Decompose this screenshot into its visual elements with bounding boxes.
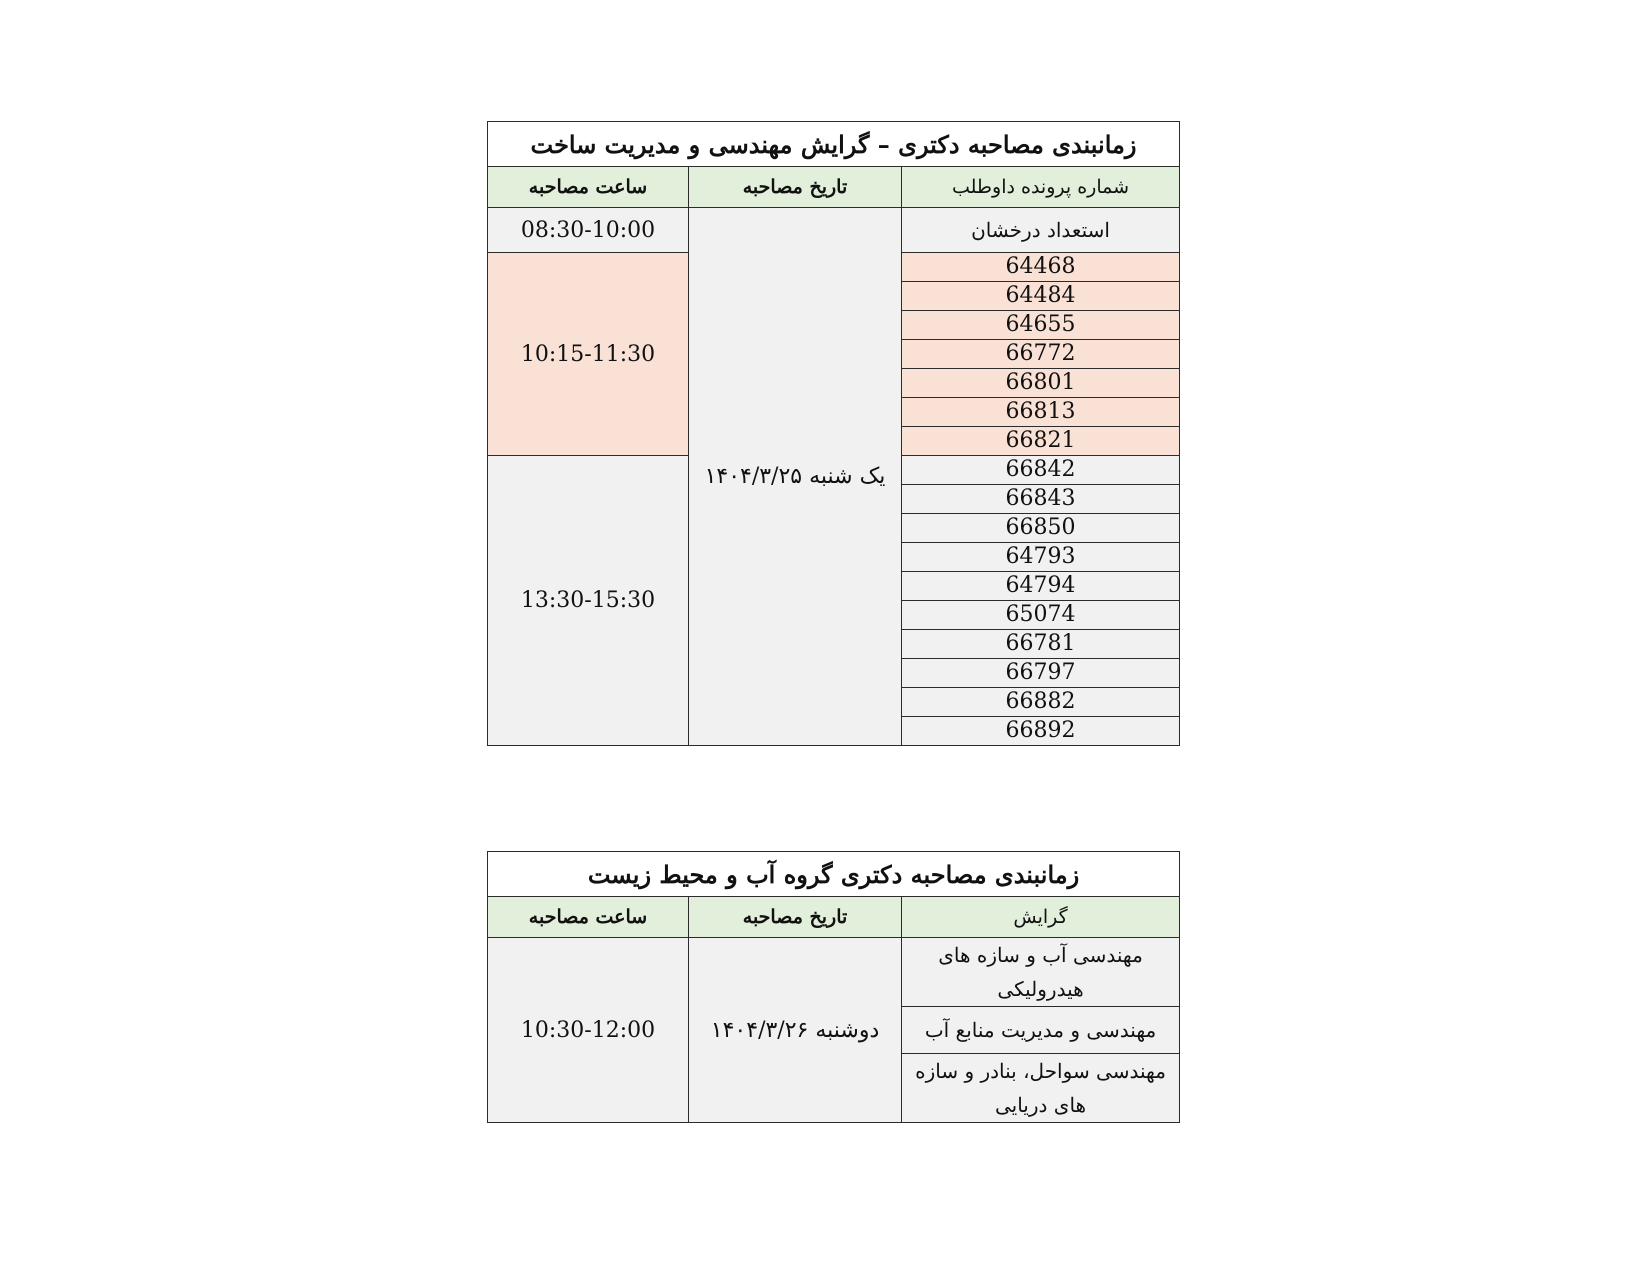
schedule-table-water [487,851,1180,1123]
header-time: ساعت مصاحبه [488,897,689,938]
table-title: زمانبندی مصاحبه دکتری گروه آب و محیط زیست [488,852,1180,897]
header-branch: گرایش [902,897,1180,938]
file-number-cell: 64793 [902,543,1180,572]
file-number-cell: 66813 [902,398,1180,427]
file-number-cell: 66842 [902,456,1180,485]
schedule-table-construction [487,121,1180,746]
interview-time-cell: 10:30-12:00 [488,938,689,1123]
file-number-cell: 66850 [902,514,1180,543]
header-date: تاریخ مصاحبه [689,167,902,208]
header-file-number: شماره پرونده داوطلب [902,167,1180,208]
file-number-cell: 66843 [902,485,1180,514]
file-number-cell: 64484 [902,282,1180,311]
file-number-cell: 66801 [902,369,1180,398]
talent-cell: استعداد درخشان [902,208,1180,253]
branch-cell: مهندسی آب و سازه های هیدرولیکی [902,938,1180,1007]
table-title: زمانبندی مصاحبه دکتری – گرایش مهندسی و مدیریت ساخت [488,122,1180,167]
file-number-cell: 66781 [902,630,1180,659]
file-number-cell: 66892 [902,717,1180,746]
file-number-cell: 64468 [902,253,1180,282]
branch-cell: مهندسی سواحل، بنادر و سازه های دریایی [902,1054,1180,1123]
file-number-cell: 64655 [902,311,1180,340]
time-slot-3: 13:30-15:30 [488,456,689,746]
file-number-cell: 66797 [902,659,1180,688]
header-date: تاریخ مصاحبه [689,897,902,938]
interview-date-cell: یک شنبه ۱۴۰۴/۳/۲۵ [689,208,902,746]
file-number-cell: 66821 [902,427,1180,456]
file-number-cell: 65074 [902,601,1180,630]
header-time: ساعت مصاحبه [488,167,689,208]
interview-date-cell: دوشنبه ۱۴۰۴/۳/۲۶ [689,938,902,1123]
file-number-cell: 66882 [902,688,1180,717]
file-number-cell: 64794 [902,572,1180,601]
branch-cell: مهندسی و مدیریت منابع آب [902,1007,1180,1054]
time-slot-1: 08:30-10:00 [488,208,689,253]
time-slot-2: 10:15-11:30 [488,253,689,456]
file-number-cell: 66772 [902,340,1180,369]
